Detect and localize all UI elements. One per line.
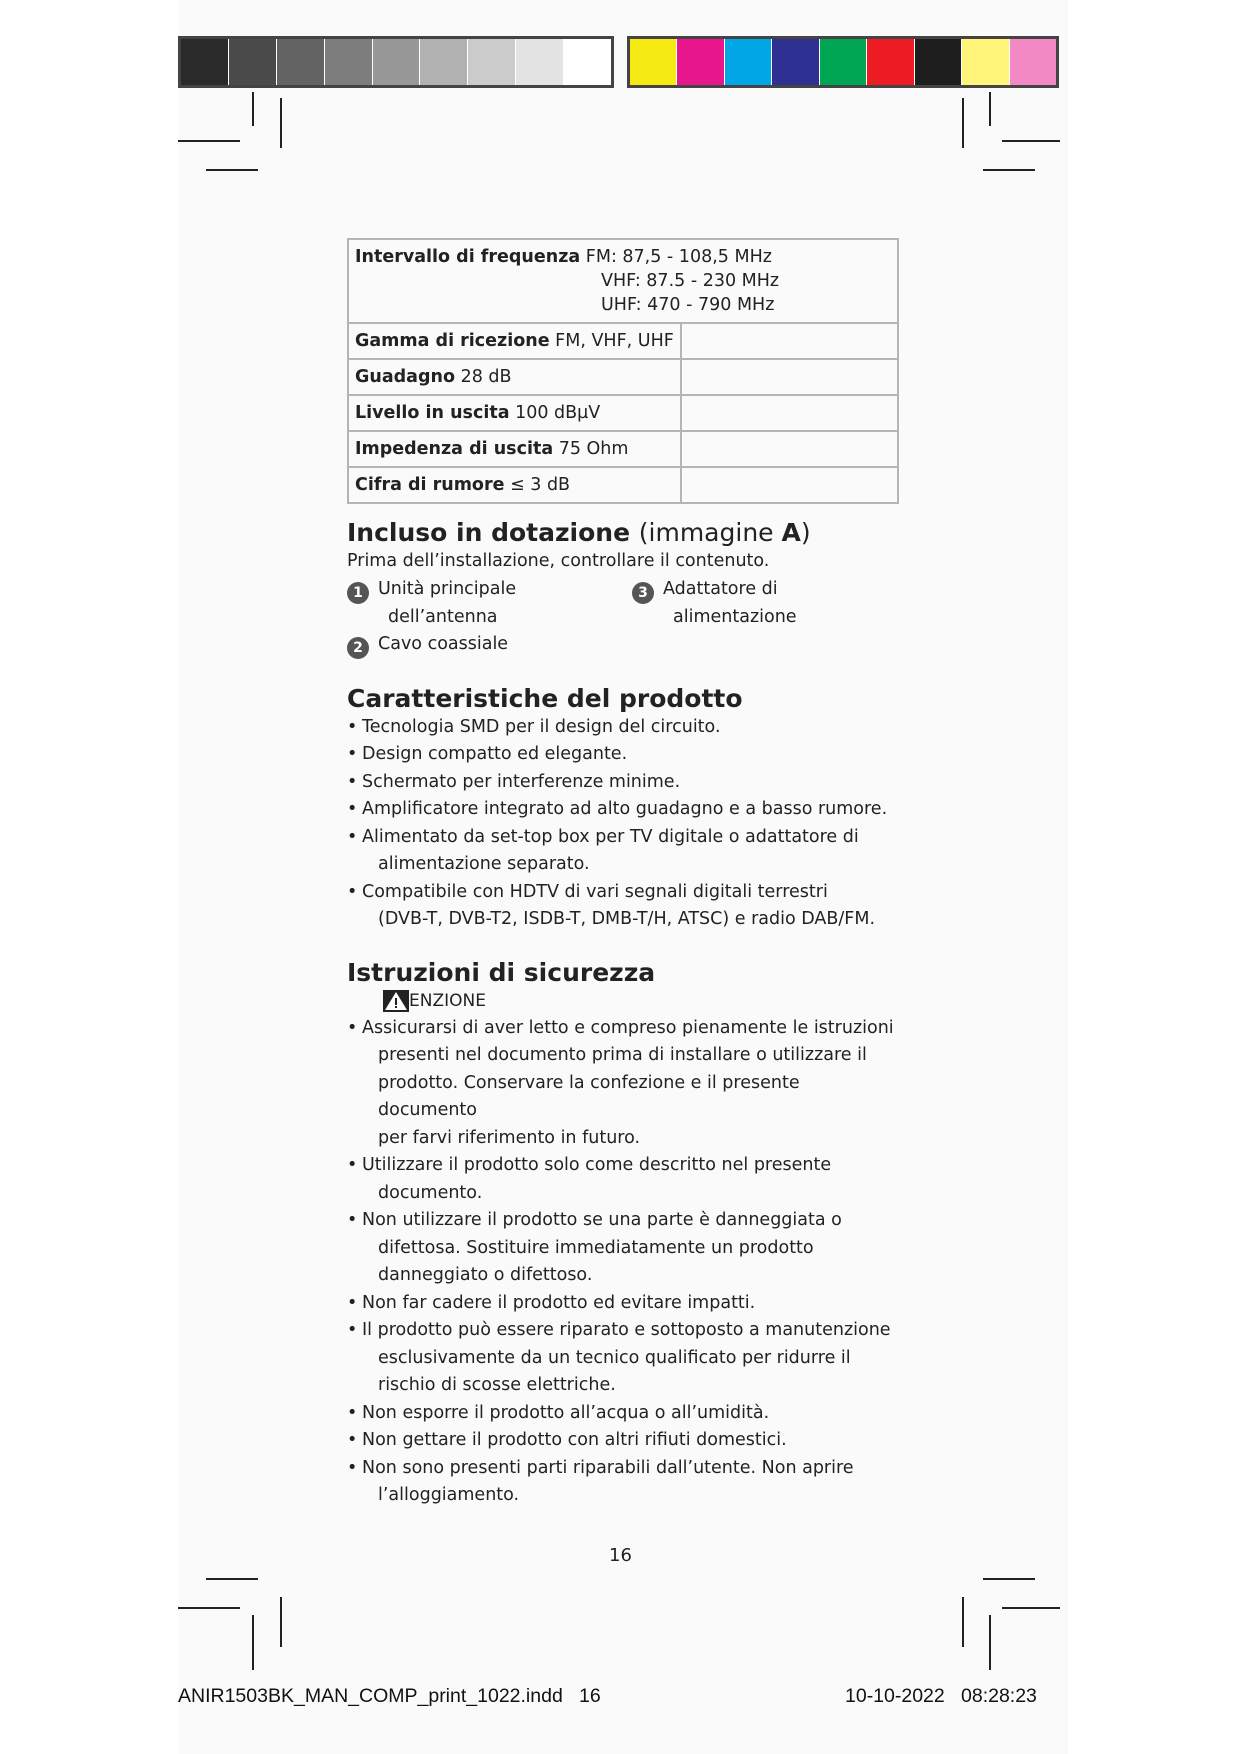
spec-value: ≤ 3 dB — [510, 475, 571, 495]
number-badge: 2 — [347, 637, 369, 659]
number-badge: 3 — [632, 582, 654, 604]
table-row — [348, 359, 898, 395]
list-item: • Amplificatore integrato ad alto guadagno e a basso rumore. — [347, 796, 902, 824]
spec-label: Guadagno — [355, 367, 455, 387]
footer-timestamp: 10-10-2022 08:28:23 — [845, 1685, 1037, 1707]
color-swatch — [564, 39, 611, 85]
list-item: • Tecnologia SMD per il design del circuito. — [347, 714, 902, 742]
crop-mark — [252, 92, 254, 126]
crop-mark — [983, 1578, 1035, 1580]
list-item: • Il prodotto può essere riparato e sottoposto a manutenzione esclusivamente da un tecnico qualificato per ridurre il rischio di scosse elettriche. — [347, 1317, 902, 1400]
included-intro: Prima dell’installazione, controllare il contenuto. — [347, 551, 770, 571]
color-swatch — [468, 39, 516, 85]
color-swatch — [277, 39, 325, 85]
table-row — [348, 467, 898, 503]
list-item: • Design compatto ed elegante. — [347, 741, 902, 769]
list-item: • Non gettare il prodotto con altri rifiuti domestici. — [347, 1427, 902, 1455]
list-item: • Non sono presenti parti riparabili dall’utente. Non aprire l’alloggiamento. — [347, 1455, 902, 1510]
color-swatch — [725, 39, 772, 85]
warning-label: ENZIONE — [383, 988, 902, 1015]
spec-label: Gamma di ricezione — [355, 331, 550, 351]
crop-mark — [178, 140, 240, 142]
spec-label: Livello in uscita — [355, 403, 510, 423]
included-heading: Incluso in dotazione (immagine A) — [347, 518, 811, 547]
crop-mark — [983, 169, 1035, 171]
color-swatch — [516, 39, 564, 85]
spec-label: Intervallo di frequenza — [355, 247, 581, 267]
color-swatch — [630, 39, 677, 85]
features-heading: Caratteristiche del prodotto — [347, 683, 743, 713]
crop-mark — [989, 1615, 991, 1670]
color-swatch — [1010, 39, 1056, 85]
crop-mark — [280, 1597, 282, 1647]
color-swatch — [325, 39, 373, 85]
list-item: • Assicurarsi di aver letto e compreso pienamente le istruzioni presenti nel documento prima di installare o utilizzare il prodotto. Conservare la confezione e il presente documento per farvi riferimento in futuro. — [347, 1015, 902, 1153]
crop-mark — [962, 98, 964, 148]
footer-filename: ANIR1503BK_MAN_COMP_print_1022.indd 16 — [178, 1685, 601, 1707]
list-item: • Utilizzare il prodotto solo come descritto nel presente documento. — [347, 1152, 902, 1207]
color-swatch — [229, 39, 277, 85]
color-swatch — [820, 39, 867, 85]
table-row — [348, 323, 898, 359]
list-item: • Schermato per interferenze minime. — [347, 769, 902, 797]
list-item: 2 Cavo coassiale — [347, 631, 508, 659]
list-item: 1 Unità principale dell’antenna — [347, 576, 516, 632]
color-swatch — [373, 39, 421, 85]
spec-value: 28 dB — [460, 367, 512, 387]
list-item: • Alimentato da set-top box per TV digitale o adattatore di alimentazione separato. — [347, 824, 902, 879]
list-item: • Non utilizzare il prodotto se una parte è danneggiata o difettosa. Sostituire immediatamente un prodotto danneggiato o difettoso. — [347, 1207, 902, 1290]
safety-list — [347, 1015, 902, 1510]
included-items — [347, 576, 902, 658]
crop-mark — [280, 98, 282, 148]
spec-value: UHF: 470 - 790 MHz — [601, 295, 775, 315]
crop-mark — [1002, 140, 1060, 142]
color-swatch — [181, 39, 229, 85]
page-number: 16 — [609, 1545, 632, 1566]
crop-mark — [252, 1615, 254, 1670]
list-item: • Non far cadere il prodotto ed evitare impatti. — [347, 1290, 902, 1318]
process-color-bar — [627, 36, 1059, 88]
color-swatch — [915, 39, 962, 85]
table-row — [348, 239, 898, 323]
crop-mark — [962, 1597, 964, 1647]
spec-value: FM: 87,5 - 108,5 MHz — [585, 247, 772, 267]
spec-label: Impedenza di uscita — [355, 439, 554, 459]
color-swatch — [420, 39, 468, 85]
number-badge: 1 — [347, 582, 369, 604]
table-row — [348, 431, 898, 467]
list-item: • Non esporre il prodotto all’acqua o all’umidità. — [347, 1400, 902, 1428]
grayscale-color-bar — [178, 36, 614, 88]
warning-triangle-icon — [383, 990, 409, 1012]
spec-value: 75 Ohm — [558, 439, 629, 459]
color-swatch — [677, 39, 724, 85]
manual-content — [347, 238, 902, 1510]
crop-mark — [989, 92, 991, 126]
safety-heading: Istruzioni di sicurezza — [347, 957, 656, 987]
features-list — [347, 714, 902, 934]
crop-mark — [178, 1607, 240, 1609]
spec-value: FM, VHF, UHF — [555, 331, 674, 351]
crop-mark — [1002, 1607, 1060, 1609]
list-item: 3 Adattatore di alimentazione — [632, 576, 797, 632]
specifications-table — [347, 238, 899, 504]
crop-mark — [206, 1578, 258, 1580]
spec-value: VHF: 87.5 - 230 MHz — [601, 271, 780, 291]
table-row — [348, 395, 898, 431]
color-swatch — [962, 39, 1009, 85]
crop-mark — [206, 169, 258, 171]
spec-label: Cifra di rumore — [355, 475, 505, 495]
color-swatch — [772, 39, 819, 85]
list-item: • Compatibile con HDTV di vari segnali digitali terrestri (DVB-T, DVB-T2, ISDB-T, DMB-T/H, ATSC) e radio DAB/FM. — [347, 879, 902, 934]
color-swatch — [867, 39, 914, 85]
spec-value: 100 dBµV — [515, 403, 601, 423]
